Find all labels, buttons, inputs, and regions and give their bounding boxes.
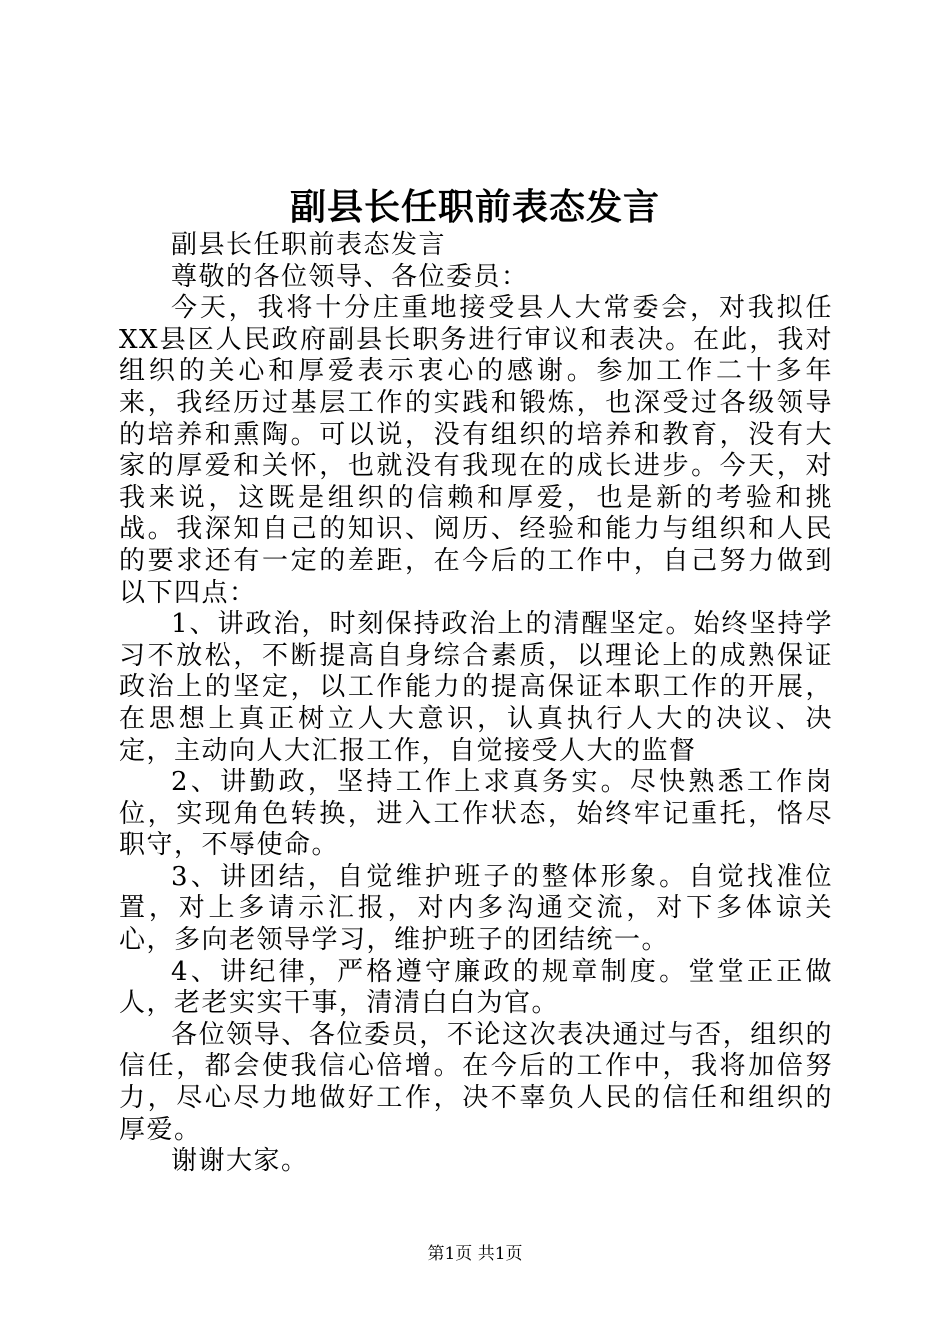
paragraph-subtitle: 副县长任职前表态发言 — [171, 230, 447, 260]
page-title: 副县长任职前表态发言 — [289, 186, 660, 228]
paragraph-salutation: 尊敬的各位领导、各位委员： — [171, 261, 529, 292]
paragraph-point-3: 3、讲团结，自觉维护班子的整体形象。自觉找准位置，对上多请示汇报，对内多沟通交流，对下多体谅关心，多向老领导学习，维护班子的团结统一。 — [119, 861, 833, 956]
document-body — [119, 230, 833, 1178]
page-number-footer: 第1页 共1页 — [427, 1244, 523, 1264]
paragraph-introduction: 今天，我将十分庄重地接受县人大常委会，对我拟任XX县区人民政府副县长职务进行审议和表决。在此，我对组织的关心和厚爱表示衷心的感谢。参加工作二十多年来，我经历过基层工作的实践和锻炼，也深受过各级领导的培养和熏陶。可以说，没有组织的培养和教育，没有大家的厚爱和关怀，也就没有我现在的成长进步。今天，对我来说，这既是组织的信赖和厚爱，也是新的考验和挑战。我深知自己的知识、阅历、经验和能力与组织和人民的要求还有一定的差距，在今后的工作中，自己努力做到以下四点： — [119, 293, 833, 608]
paragraph-thanks: 谢谢大家。 — [171, 1146, 309, 1177]
paragraph-point-4: 4、讲纪律，严格遵守廉政的规章制度。堂堂正正做人，老老实实干事，清清白白为官。 — [119, 956, 833, 1019]
paragraph-point-1: 1、讲政治，时刻保持政治上的清醒坚定。始终坚持学习不放松，不断提高自身综合素质，以理论上的成熟保证政治上的坚定，以工作能力的提高保证本职工作的开展，在思想上真正树立人大意识，认真执行人大的决议、决定，主动向人大汇报工作，自觉接受人大的监督 — [119, 609, 833, 766]
paragraph-point-2: 2、讲勤政，坚持工作上求真务实。尽快熟悉工作岗位，实现角色转换，进入工作状态，始终牢记重托，恪尽职守，不辱使命。 — [119, 767, 833, 861]
paragraph-closing: 各位领导、各位委员，不论这次表决通过与否，组织的信任，都会使我信心倍增。在今后的工作中，我将加倍努力，尽心尽力地做好工作，决不辜负人民的信任和组织的厚爱。 — [119, 1019, 833, 1145]
